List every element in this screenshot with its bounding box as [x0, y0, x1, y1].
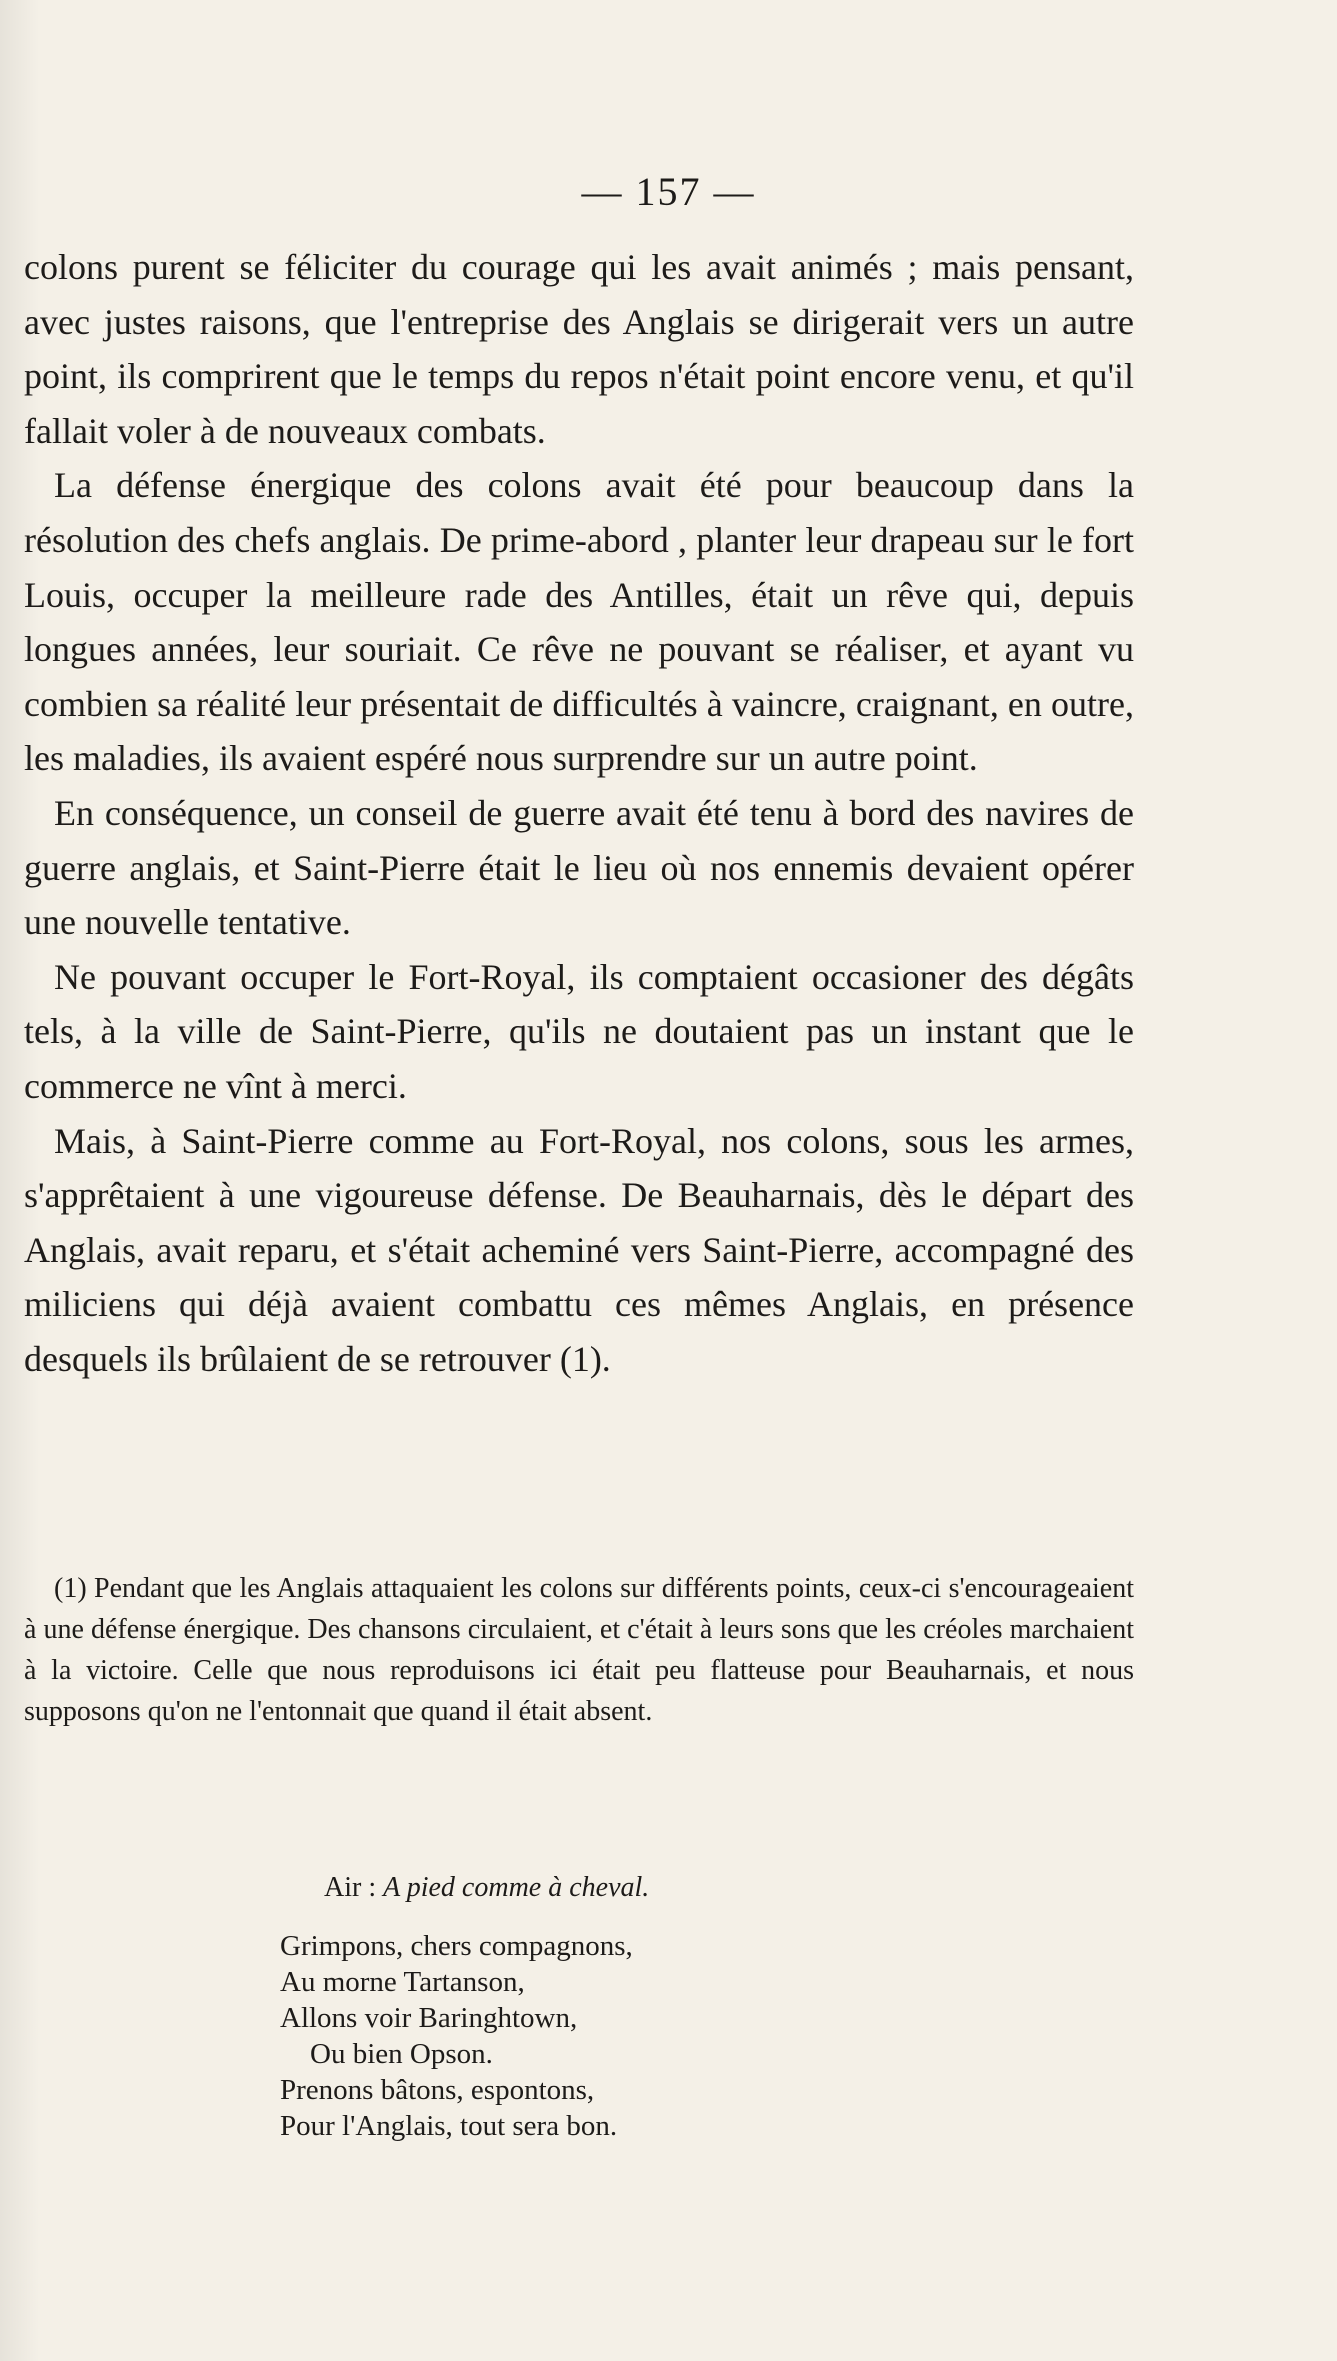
paragraph-4: Ne pouvant occuper le Fort-Royal, ils comptaient occasioner des dégâts tels, à la ville de Saint-Pierre, qu'ils ne doutaient pas un instant que le commerce ne vînt à merci.	[24, 956, 1134, 1106]
verse-line: Prenons bâtons, espontons,	[280, 2074, 595, 2106]
song	[280, 1870, 980, 2144]
paragraph-3: En conséquence, un conseil de guerre avait été tenu à bord des navires de guerre anglais, et Saint-Pierre était le lieu où nos ennemis devaient opérer une nouvelle tentative.	[24, 792, 1134, 943]
verse-line: Ou bien Opson.	[310, 2038, 493, 2070]
verse-line: Pour l'Anglais, tout sera bon.	[280, 2110, 618, 2142]
paragraph-1: colons purent se féliciter du courage qui les avait animés ; mais pensant, avec justes raisons, que l'entreprise des Anglais se dirigerait vers un autre point, ils comprirent que le temps du repos n'était point encore venu, et qu'il fallait voler à de nouveaux combats.	[24, 247, 1134, 451]
verse-line: Grimpons, chers compagnons,	[280, 1930, 633, 1962]
main-text	[24, 240, 1134, 1386]
footnote-text: (1) Pendant que les Anglais attaquaient les colons sur différents points, ceux-ci s'encourageaient à une défense énergique. Des chansons circulaient, et c'était à leurs sons que les créoles marchaient à la victoire. Celle que nous reproduisons ici était peu flatteuse pour Beauharnais, et nous supposons qu'on ne l'entonnait que quand il était absent.	[24, 1573, 1134, 1727]
page-number: — 157 —	[581, 169, 756, 214]
footnote	[24, 1568, 1134, 1732]
air-label: Air :	[324, 1872, 377, 1903]
verse-line: Au morne Tartanson,	[280, 1966, 525, 1998]
paragraph-5: Mais, à Saint-Pierre comme au Fort-Royal, nos colons, sous les armes, s'apprêtaient à une vigoureuse défense. De Beauharnais, dès le départ des Anglais, avait reparu, et s'était acheminé vers Saint-Pierre, accompagné des miliciens qui déjà avaient combattu ces mêmes Anglais, en présence desquels ils brûlaient de se retrouver (1).	[24, 1120, 1134, 1379]
song-air	[324, 1870, 980, 1906]
paragraph-2: La défense énergique des colons avait été pour beaucoup dans la résolution des chefs anglais. De prime-abord , planter leur drapeau sur le fort Louis, occuper la meilleure rade des Antilles, était un rêve qui, depuis longues années, leur souriait. Ce rêve ne pouvant se réaliser, et ayant vu combien sa réalité leur présentait de difficultés à vaincre, craignant, en outre, les maladies, ils avaient espéré nous surprendre sur un autre point.	[24, 465, 1134, 779]
verse-line: Allons voir Baringhtown,	[280, 2002, 578, 2034]
air-title: A pied comme à cheval.	[383, 1872, 650, 1903]
